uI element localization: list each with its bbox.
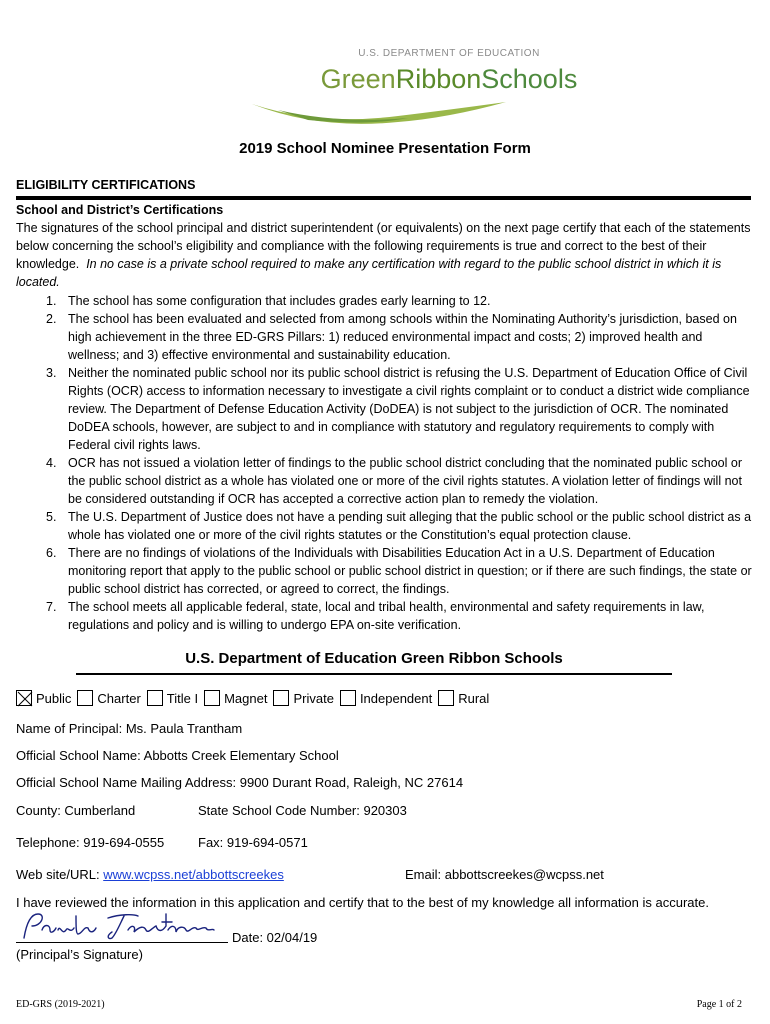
certification-statement: I have reviewed the information in this application and certify that to the best of my knowledge all information is accurate.	[16, 895, 709, 910]
list-item	[16, 598, 754, 634]
grs-logo	[0, 48, 770, 95]
logo-word-schools: Schools	[481, 64, 578, 94]
school-type-title-i[interactable]	[147, 690, 198, 706]
certifications-subheading: School and District’s Certifications	[16, 203, 224, 217]
school-type-independent[interactable]	[340, 690, 432, 706]
logo-word-green: Green	[320, 64, 396, 94]
checkbox-rural[interactable]	[438, 690, 454, 706]
intro-italic-text: In no case is a private school required to make any certification with regard to the public school district in which it is located.	[16, 257, 722, 289]
checkbox-label: Charter	[97, 690, 141, 706]
certifications-intro	[16, 219, 754, 291]
page-number-footer: Page 1 of 2	[696, 999, 742, 1010]
eligibility-heading: ELIGIBILITY CERTIFICATIONS	[16, 178, 196, 192]
school-type-public[interactable]	[16, 690, 71, 706]
list-item-text: There are no findings of violations of the Individuals with Disabilities Education Act in a U.S. Department of Education monitoring report that apply to the public school or public school district in question; or if there are such findings, the state or public school district has corrected, or agreed to correct, the findings.	[68, 546, 752, 596]
list-item-text: The school meets all applicable federal, state, local and tribal health, environmental and safety requirements in law, regulations and policy and is willing to undergo EPA on-site verification.	[68, 600, 705, 632]
list-item-text: The school has some configuration that includes grades early learning to 12.	[68, 294, 491, 308]
school-type-rural[interactable]	[438, 690, 489, 706]
checkbox-label: Magnet	[224, 690, 268, 706]
school-type-private[interactable]	[273, 690, 333, 706]
checkbox-label: Rural	[458, 690, 490, 706]
grs-heading-underline	[76, 673, 672, 675]
checked-x-icon	[17, 691, 33, 707]
signature-date: Date: 02/04/19	[232, 930, 318, 945]
checkbox-private[interactable]	[273, 690, 289, 706]
email-field: Email: abbottscreekes@wcpss.net	[405, 867, 604, 882]
checkbox-label: Public	[36, 690, 72, 706]
list-item	[16, 310, 754, 364]
signature-line	[16, 942, 228, 943]
list-item-text: Neither the nominated public school nor its public school district is refusing the U.S. Department of Education Office of Civil Rights (OCR) access to information necessary to investigate a civil rights complaint or to conduct a district wide compliance review. The Department of Defense Education Activity (DoDEA) is not subject to the jurisdiction of OCR. The nominated DoDEA schools, however, are subject to and in compliance with statutory and regulatory requirements to comply with Federal civil rights laws.	[68, 366, 750, 452]
mailing-address-field: Official School Name Mailing Address: 9900 Durant Road, Raleigh, NC 27614	[16, 775, 464, 790]
checkbox-label: Private	[293, 690, 334, 706]
list-item-text: The U.S. Department of Justice does not have a pending suit alleging that the public school or the public school district as a whole has violated one or more of the civil rights statutes or the Constitution’s equal protection clause.	[68, 510, 752, 542]
list-item	[16, 292, 754, 310]
checkbox-label: Independent	[359, 690, 433, 706]
list-item-number: 5.	[46, 510, 57, 524]
list-item-number: 7.	[46, 600, 57, 614]
list-item-number: 6.	[46, 546, 57, 560]
section-divider	[16, 196, 751, 200]
checkbox-title-i[interactable]	[147, 690, 163, 706]
logo-agency-text: U.S. DEPARTMENT OF EDUCATION	[358, 48, 540, 59]
list-item	[16, 364, 754, 454]
form-title: 2019 School Nominee Presentation Form	[239, 140, 531, 157]
list-item-text: OCR has not issued a violation letter of findings to the public school district concluding that the nominated public school or the public school district as a whole has violated one or more of the civil rights statutes. A violation letter of findings will not be considered outstanding if OCR has accepted a corrective action plan to remedy the violation.	[68, 456, 742, 506]
logo-word-ribbon: Ribbon	[395, 64, 482, 94]
logo-wordmark	[64, 63, 770, 95]
intro-text: The signatures of the school principal and district superintendent (or equivalents) on the next page certify that each of the statements below concerning the school’s eligibility and compliance with the following requirements is true and correct to the best of their knowledge.	[16, 221, 751, 271]
grs-section-heading: U.S. Department of Education Green Ribbon Schools	[185, 650, 563, 667]
checkbox-charter[interactable]	[77, 690, 93, 706]
list-item-number: 1.	[46, 294, 57, 308]
website-link[interactable]: www.wcpss.net/abbottscreekes	[103, 867, 284, 882]
list-item-number: 3.	[46, 366, 57, 380]
school-type-charter[interactable]	[77, 690, 140, 706]
checkbox-public[interactable]	[16, 690, 32, 706]
requirements-list	[16, 292, 754, 634]
leaf-swoosh-icon	[248, 100, 510, 126]
county-field: County: Cumberland	[16, 803, 136, 818]
school-type-magnet[interactable]	[204, 690, 267, 706]
list-item	[16, 544, 754, 598]
principal-signature-icon	[16, 908, 228, 944]
list-item-number: 4.	[46, 456, 57, 470]
state-school-code-field: State School Code Number: 920303	[198, 803, 407, 818]
list-item	[16, 454, 754, 508]
signature-label: (Principal’s Signature)	[16, 947, 143, 962]
checkbox-independent[interactable]	[340, 690, 356, 706]
website-field	[16, 867, 284, 882]
school-type-checkboxes	[16, 690, 495, 706]
checkbox-label: Title I	[166, 690, 199, 706]
principal-name-field: Name of Principal: Ms. Paula Trantham	[16, 721, 243, 736]
telephone-field: Telephone: 919-694-0555	[16, 835, 165, 850]
school-name-field: Official School Name: Abbotts Creek Elementary School	[16, 748, 339, 763]
website-label: Web site/URL:	[16, 867, 100, 882]
list-item-text: The school has been evaluated and selected from among schools within the Nominating Authority’s jurisdiction, based on high achievement in the three ED-GRS Pillars: 1) reduced environmental impact and costs; 2) improved health and wellness; and 3) effective environmental and sustainability education.	[68, 312, 737, 362]
form-code-footer: ED-GRS (2019-2021)	[16, 999, 105, 1010]
fax-field: Fax: 919-694-0571	[198, 835, 308, 850]
list-item	[16, 508, 754, 544]
checkbox-magnet[interactable]	[204, 690, 220, 706]
list-item-number: 2.	[46, 312, 57, 326]
